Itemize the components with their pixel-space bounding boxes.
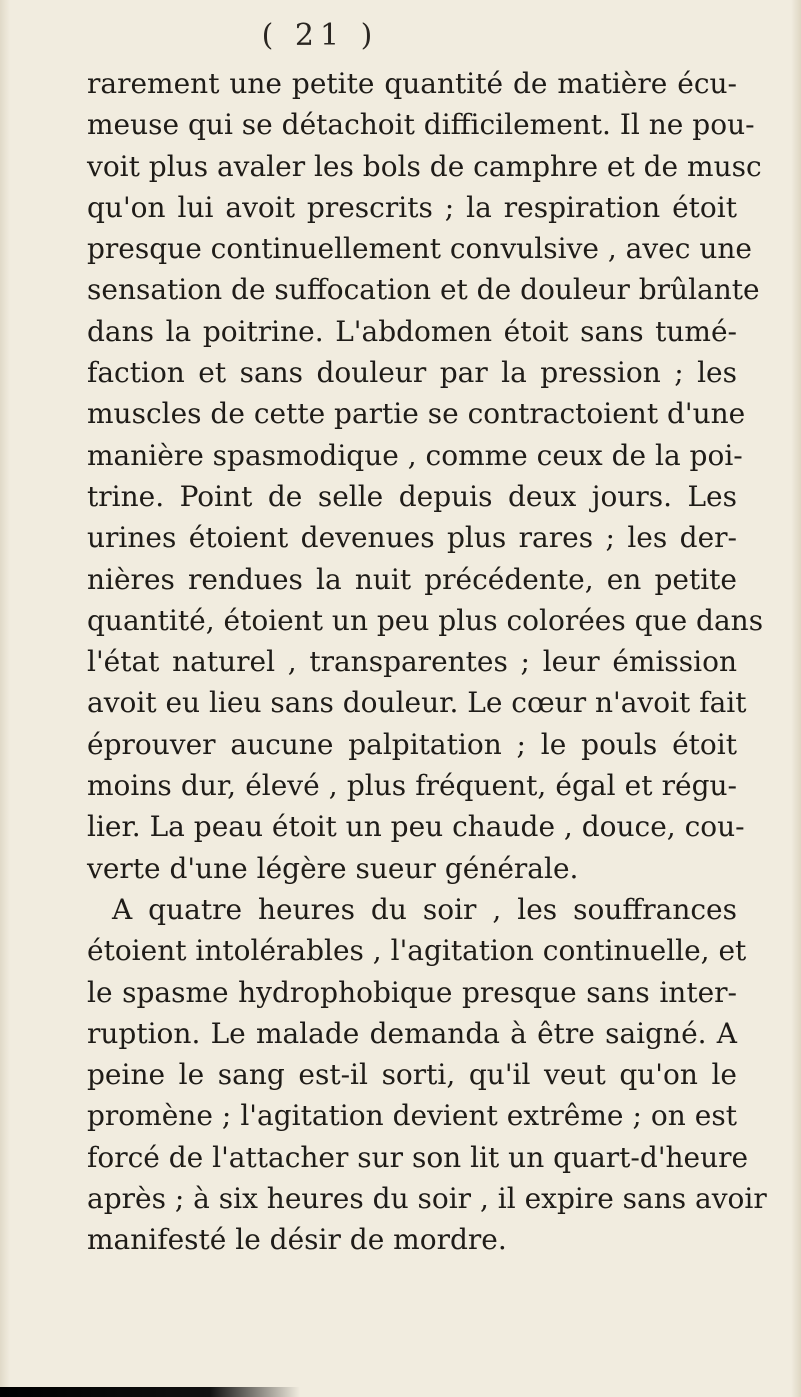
text-line: avoit eu lieu sans douleur. Le cœur n'avoit fait — [87, 686, 747, 720]
text-line: manifesté le désir de mordre. — [87, 1223, 507, 1257]
text-line: après ; à six heures du soir , il expire sans avoir — [87, 1182, 767, 1216]
text-line: ruption. Le malade demanda à être saigné. A — [87, 1016, 737, 1050]
text-line: dans la poitrine. L'abdomen étoit sans tumé- — [87, 314, 737, 348]
text-line: faction et sans douleur par la pression ; les — [87, 356, 737, 390]
body-text — [87, 63, 767, 1261]
text-line: moins dur, élevé , plus fréquent, égal et régu- — [87, 769, 737, 803]
page-shadow-left — [0, 0, 10, 1397]
page-number: ( 21 ) — [261, 18, 379, 53]
page-shadow-right — [791, 0, 801, 1397]
text-line: meuse qui se détachoit difficilement. Il ne pou- — [87, 108, 755, 142]
text-line: nières rendues la nuit précédente, en petite — [87, 562, 737, 596]
text-line: éprouver aucune palpitation ; le pouls étoit — [87, 727, 737, 761]
text-line: peine le sang est-il sorti, qu'il veut qu'on le — [87, 1058, 737, 1092]
text-line: sensation de suffocation et de douleur brûlante — [87, 273, 760, 307]
text-line: forcé de l'attacher sur son lit un quart-d'heure — [87, 1140, 749, 1174]
text-line: l'état naturel , transparentes ; leur émission — [87, 645, 737, 679]
text-line: presque continuellement convulsive , avec une — [87, 232, 752, 266]
text-line: quantité, étoient un peu plus colorées que dans — [87, 603, 764, 637]
text-line: qu'on lui avoit prescrits ; la respiration étoit — [87, 190, 737, 224]
text-line: verte d'une légère sueur générale. — [87, 851, 579, 885]
text-line: étoient intolérables , l'agitation continuelle, et — [87, 934, 747, 968]
text-line: le spasme hydrophobique presque sans inter- — [87, 975, 737, 1009]
text-line: urines étoient devenues plus rares ; les der- — [87, 521, 737, 555]
text-line: rarement une petite quantité de matière écu- — [87, 67, 737, 100]
scan-edge-mark — [0, 1387, 300, 1397]
text-line: A quatre heures du soir , les souffrances — [112, 892, 737, 926]
text-line: trine. Point de selle depuis deux jours. Les — [87, 479, 737, 513]
text-line: muscles de cette partie se contractoient d'une — [87, 397, 746, 431]
text-line: promène ; l'agitation devient extrême ; on est — [87, 1099, 737, 1133]
text-line: voit plus avaler les bols de camphre et de musc — [87, 149, 762, 183]
text-line: manière spasmodique , comme ceux de la poi- — [87, 438, 743, 472]
text-line: lier. La peau étoit un peu chaude , douce, cou- — [87, 810, 745, 844]
